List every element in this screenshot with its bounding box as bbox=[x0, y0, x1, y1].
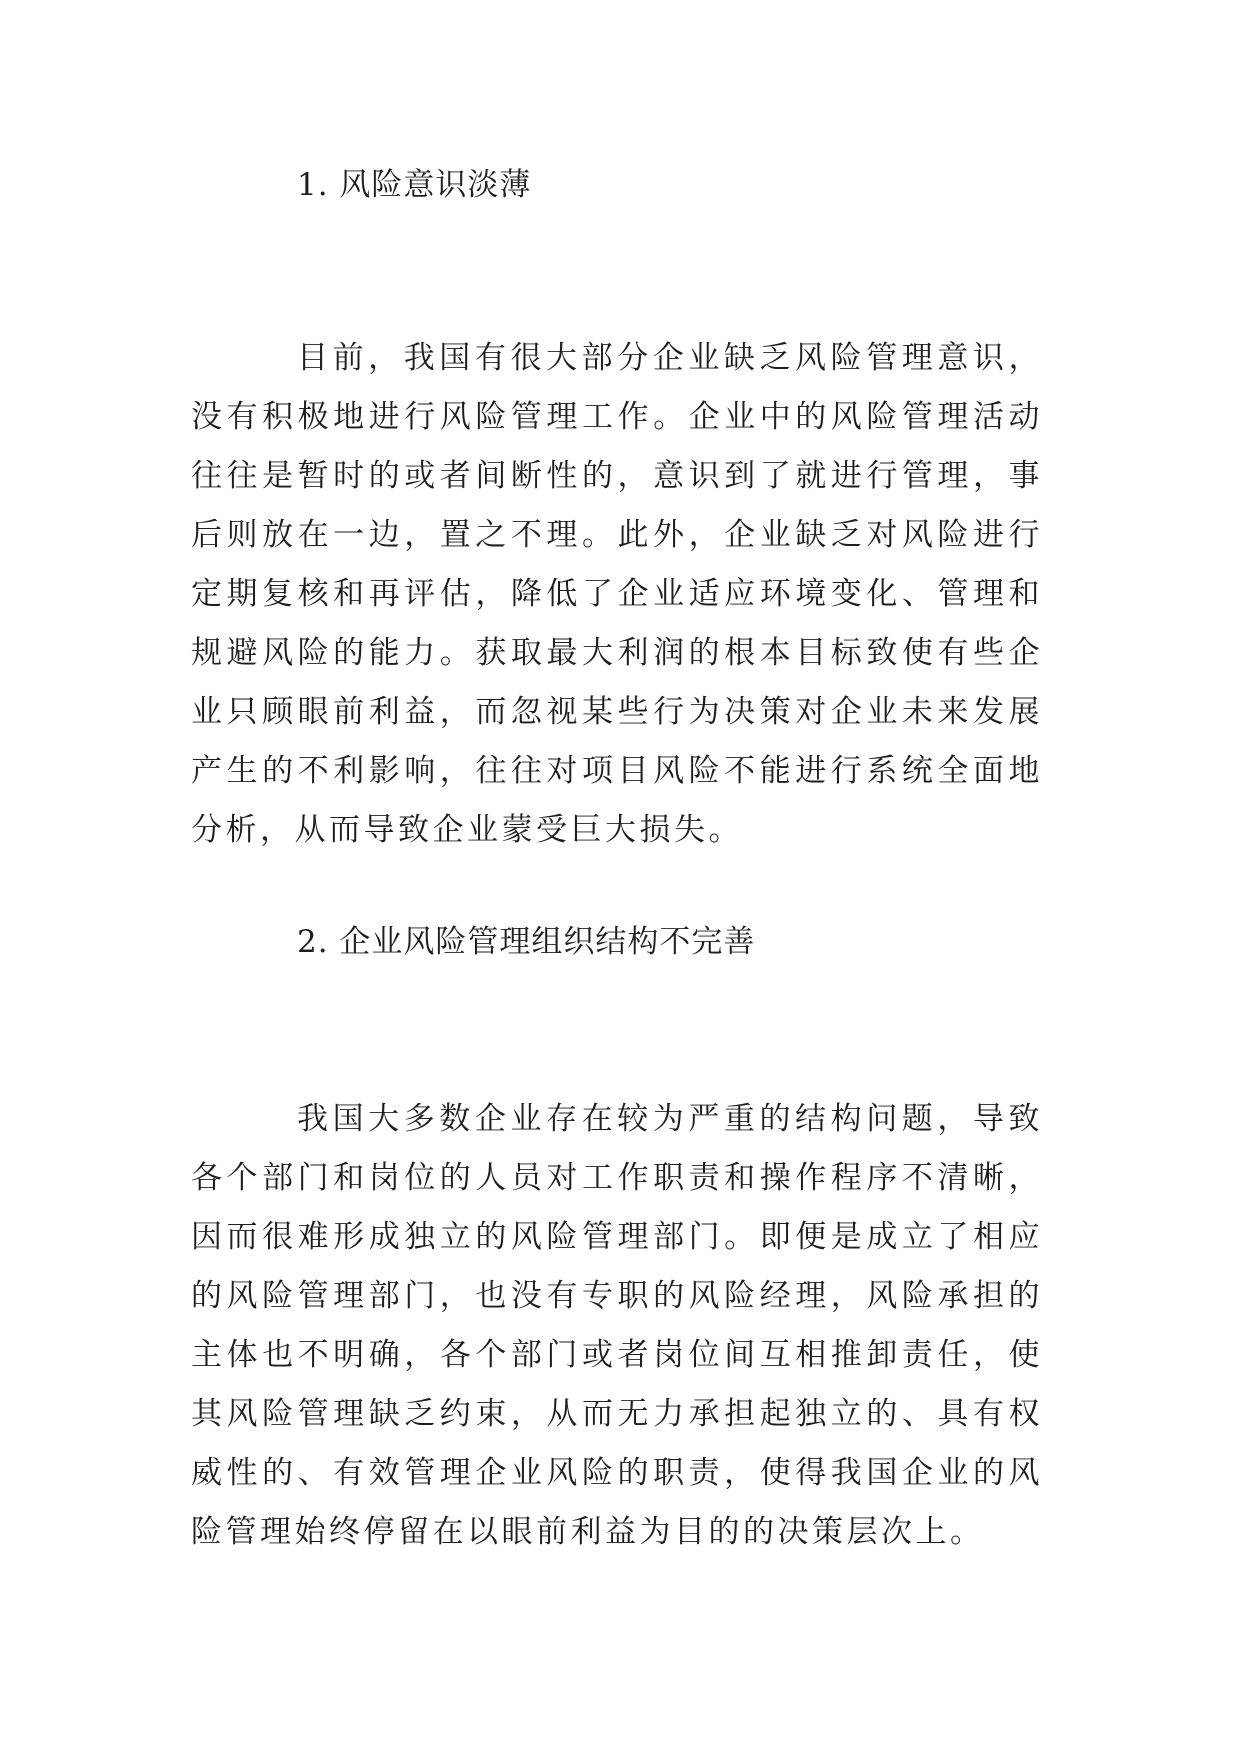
section-heading-org-structure: 2. 企业风险管理组织结构不完善 bbox=[297, 924, 756, 960]
section-paragraph-risk-awareness: 目前，我国有很大部分企业缺乏风险管理意识，没有积极地进行风险管理工作。企业中的风险管理活动往往是暂时的或者间断性的，意识到了就进行管理，事后则放在一边，置之不理。此外，企业缺乏对风险进行定期复核和再评估，降低了企业适应环境变化、管理和规避风险的能力。获取最大利润的根本目标致使有些企业只顾眼前利益，而忽视某些行为决策对企业未来发展产生的不利影响，往往对项目风险不能进行系统全面地分析，从而导致企业蒙受巨大损失。 bbox=[191, 340, 1043, 848]
section-paragraph-org-structure: 我国大多数企业存在较为严重的结构问题，导致各个部门和岗位的人员对工作职责和操作程序不清晰，因而很难形成独立的风险管理部门。即便是成立了相应的风险管理部门，也没有专职的风险经理，风险承担的主体也不明确，各个部门或者岗位间互相推卸责任，使其风险管理缺乏约束，从而无力承担起独立的、具有权威性的、有效管理企业风险的职责，使得我国企业的风险管理始终停留在以眼前利益为目的的决策层次上。 bbox=[191, 1101, 1043, 1550]
section-heading-risk-awareness: 1. 风险意识淡薄 bbox=[297, 167, 532, 203]
